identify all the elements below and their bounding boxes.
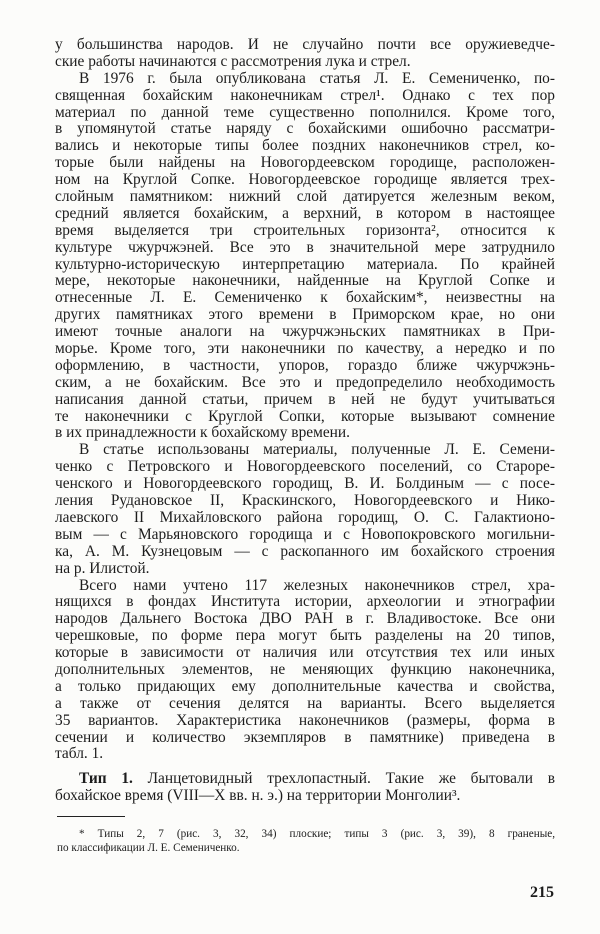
text-line: те наконечники с Круглой Сопки, которые вызывают сомнение [55, 407, 555, 425]
footnote-line: по классификации Л. Е. Семениченко. [57, 842, 240, 854]
text-line: Всего нами учтено 117 железных наконечников стрел, хра- [79, 576, 555, 594]
text-line: лаевского II Михайловского района городищ, О. С. Галактионо- [55, 508, 555, 526]
text-line: мере, некоторые наконечники, найденные на Круглой Сопке и [55, 272, 555, 290]
text-line: имеют точные аналоги на чжурчжэньских памятниках в При- [55, 323, 555, 341]
text-line: вались и некоторые типы более поздних наконечников стрел, ко- [55, 137, 555, 155]
text-line: на р. Илистой. [55, 559, 150, 577]
text-line: материал по данной теме существенно пополнился. Кроме того, [55, 103, 555, 121]
text-line: ченского и Новогордеевского городищ, В. И. Болдиным — с посе- [55, 475, 555, 493]
text-line: нящихся в фондах Института истории, археологии и этнографии [55, 593, 555, 611]
text-line: бохайское время (VIII—X вв. н. э.) на территории Монголии³. [55, 786, 461, 804]
text-line: в их принадлежности к бохайскому времени. [55, 424, 350, 442]
text-line: 35 вариантов. Характеристика наконечников (размеры, форма в [55, 711, 555, 729]
text-line: время выделяется три строительных горизонта², относится к [55, 221, 555, 239]
footnote-line: * Типы 2, 7 (рис. 3, 32, 34) плоские; типы 3 (рис. 3, 39), 8 граненые, [79, 828, 555, 840]
text-line: ления Рудановское II, Краскинского, Новогордеевского и Нико- [55, 492, 555, 510]
text-line: а также от сечения делятся на варианты. Всего выделяется [55, 694, 555, 712]
text-line: в упомянутой статье наряду с бохайскими ошибочно рассматри- [55, 120, 555, 138]
text-line: В 1976 г. была опубликована статья Л. Е. Семениченко, по- [79, 69, 555, 87]
text-line: оформлению, в частности, упоров, гораздо ближе чжурчжэнь- [55, 356, 555, 374]
text-line: вым — с Марьяновского городища и с Новопокровского могильни- [55, 525, 555, 543]
text-line: морье. Кроме того, эти наконечники по качеству, а нередко и по [55, 340, 555, 358]
text-line: у большинства народов. И не случайно почти все оружиеведче- [55, 36, 555, 53]
text-line: народов Дальнего Востока ДВО РАН в г. Владивостоке. Все они [55, 610, 555, 628]
text-line: табл. 1. [55, 745, 104, 763]
footnote-divider [57, 816, 125, 817]
type-text: Ланцетовидный трехлопастный. Такие же бытовали в [147, 770, 555, 787]
text-line: черешковые, по форме пера могут быть разделены на 20 типов, [55, 627, 555, 645]
text-line: культуре чжурчжэней. Все это в значительной мере затруднило [55, 238, 555, 256]
type-1-paragraph [55, 771, 555, 805]
text-line: дополнительных элементов, не меняющих функцию наконечника, [55, 660, 555, 678]
paragraph [55, 442, 555, 577]
text-line: отнесенные Л. Е. Семениченко к бохайским*, неизвестны на [55, 289, 555, 307]
text-line: ченко с Петровского и Новогордеевского поселений, со Староре- [55, 458, 555, 476]
text-line: сечении и количество экземпляров в памятнике) приведена в [55, 728, 555, 746]
text-line: ка, А. М. Кузнецовым — с раскопанного им бохайского строения [55, 542, 555, 560]
text-line: культурно-историческую интерпретацию материала. По крайней [55, 255, 555, 273]
type-heading: Тип 1. [79, 770, 133, 787]
text-line: торые были найдены на Новогордеевском городище, расположен- [55, 154, 555, 172]
paragraph [55, 37, 555, 71]
text-line: В статье использованы материалы, полученные Л. Е. Семени- [79, 441, 555, 459]
text-line: а только придающих ему дополнительные качества и свойства, [55, 677, 555, 695]
text-line: ские работы начинаются с рассмотрения лука и стрел. [55, 52, 411, 70]
text-line: написания данной статьи, причем в ней не будут учитываться [55, 390, 555, 408]
text-line: которые в зависимости от наличия или отсутствия тех или иных [55, 644, 555, 662]
text-line: средний является бохайским, а верхний, в котором в настоящее [55, 204, 555, 222]
text-line: ским, а не бохайским. Все это и предопределило необходимость [55, 373, 555, 391]
footnote [57, 827, 555, 855]
paragraph [55, 578, 555, 764]
body-text [55, 37, 555, 763]
text-line: других памятниках этого времени в Приморском крае, но они [55, 306, 555, 324]
text-line [55, 771, 555, 788]
paragraph [55, 71, 555, 443]
text-line: ном на Круглой Сопке. Новогордеевское городище является трех- [55, 171, 555, 189]
text-line: священная бохайским наконечникам стрел¹. Однако с тех пор [55, 86, 555, 104]
page-number: 215 [530, 884, 554, 901]
text-line: слойным памятником: нижний слой датируется железным веком, [55, 188, 555, 206]
